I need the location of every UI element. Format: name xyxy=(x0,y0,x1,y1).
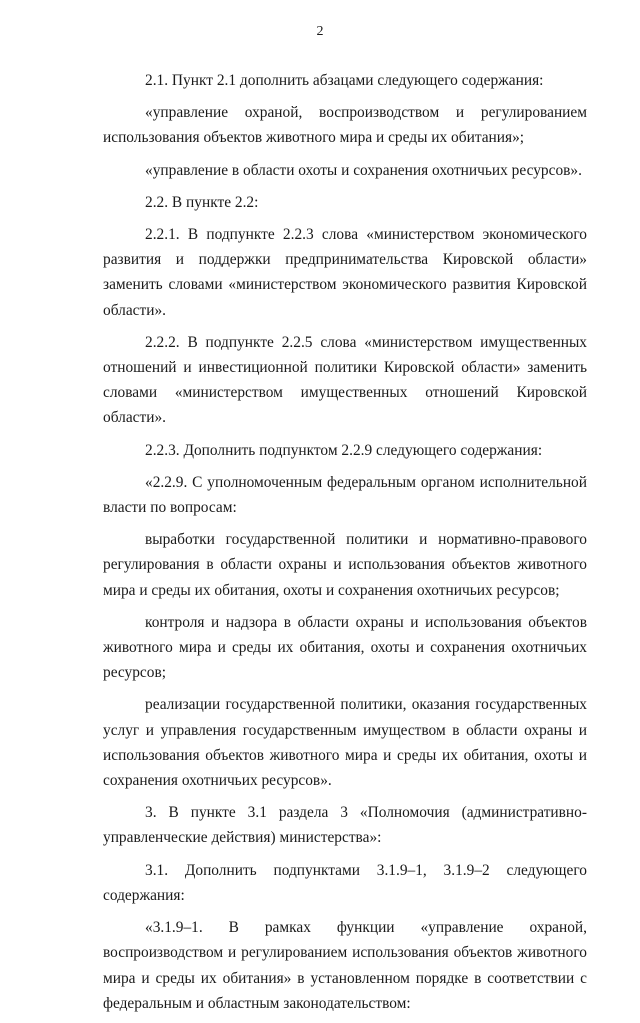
paragraph-control: контроля и надзора в области охраны и использования объектов животного мира и среды их обитания, охоты и сохранения охотничьих ресурсов; xyxy=(103,613,587,682)
paragraph-quote-hunting: «управление в области охоты и сохранения охотничьих ресурсов». xyxy=(145,161,582,179)
paragraph-2-2-2: 2.2.2. В подпункте 2.2.5 слова «министерством имущественных отношений и инвестиционной политики Кировской области» заменить словами «министерством имущественных отношений Кировской области». xyxy=(103,333,587,427)
paragraph-2-2: 2.2. В пункте 2.2: xyxy=(145,193,259,211)
document-body xyxy=(103,68,587,1023)
paragraph-implementation: реализации государственной политики, оказания государственных услуг и управления государственным имуществом в области охраны и использования объектов животного мира и среды их обитания, охоты и сохранения охотничьих ресурсов». xyxy=(103,696,587,790)
paragraph-3-1: 3.1. Дополнить подпунктами 3.1.9–1, 3.1.9–2 следующего содержания: xyxy=(103,861,587,904)
paragraph-quote-wildlife: «управление охраной, воспроизводством и регулированием использования объектов животного мира и среды их обитания»; xyxy=(103,104,587,147)
paragraph-policy: выработки государственной политики и нормативно-правового регулирования в области охраны и использования объектов животного мира и среды их обитания, охоты и сохранения охотничьих ресурсов; xyxy=(103,531,587,599)
paragraph-2-2-1: 2.2.1. В подпункте 2.2.3 слова «министерством экономического развития и поддержки предпринимательства Кировской области» заменить словами «министерством экономического развития Кировской области». xyxy=(103,226,587,319)
page-number: 2 xyxy=(316,24,324,39)
paragraph-2-1: 2.1. Пункт 2.1 дополнить абзацами следующего содержания: xyxy=(145,72,544,89)
paragraph-3-1-9-1: «3.1.9–1. В рамках функции «управление охраной, воспроизводством и регулированием использования объектов животного мира и среды их обитания» в установленном порядке в соответствии с федеральным и областным законодательством: xyxy=(103,919,587,1012)
paragraph-2-2-3: 2.2.3. Дополнить подпунктом 2.2.9 следующего содержания: xyxy=(145,441,543,459)
paragraph-3: 3. В пункте 3.1 раздела 3 «Полномочия (административно-управленческие действия) министерства»: xyxy=(103,804,587,847)
paragraph-2-2-9: «2.2.9. С уполномоченным федеральным органом исполнительной власти по вопросам: xyxy=(103,473,587,517)
